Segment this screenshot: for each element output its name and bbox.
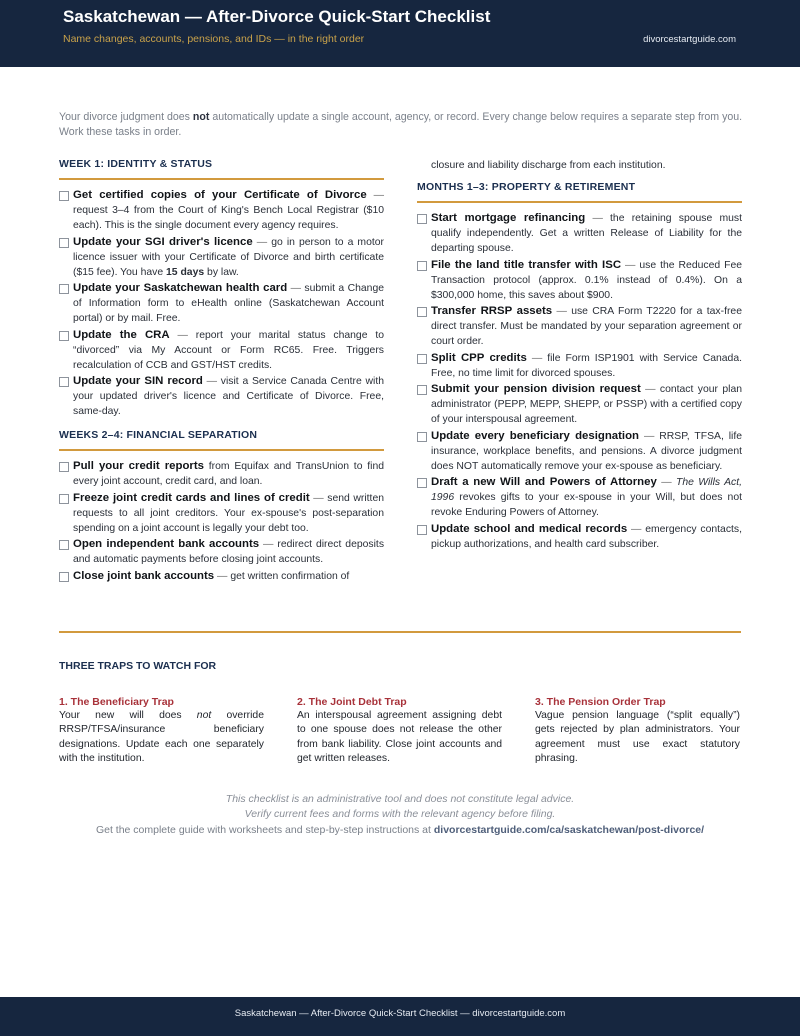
checklist-item: Freeze joint credit cards and lines of credit — send written requests to all joint creditors. Your ex-spouse's post-separation spending on a joint account is legally your debt too. xyxy=(59,491,384,536)
item-title: Freeze joint credit cards and lines of credit xyxy=(73,491,310,504)
intro-text-before: Your divorce judgment does xyxy=(59,111,193,123)
guide-line xyxy=(0,824,800,836)
intro-text-after: automatically update a single account, agency, or record. Every change below requires a separate step from you. Work these tasks in order. xyxy=(59,111,743,138)
checklist-item: File the land title transfer with ISC — use the Reduced Fee Transaction protocol (approx. 0.1% instead of 0.4%). On a $300,000 home, this saves about $900. xyxy=(417,258,742,303)
item-text: from Equifax and TransUnion to find every joint account, credit card, and loan. xyxy=(73,461,384,487)
trap-card xyxy=(297,695,502,767)
checkbox[interactable] xyxy=(59,377,69,387)
item-title: Submit your pension division request xyxy=(431,383,641,395)
checkbox[interactable] xyxy=(417,432,427,442)
checkbox[interactable] xyxy=(417,525,427,535)
item-text: file Form ISP1901 with Service Canada. Free, no time limit for divorced spouses. xyxy=(431,352,742,379)
checkbox[interactable] xyxy=(417,307,427,317)
item-continuation: closure and liability discharge from each institution. xyxy=(431,160,666,171)
checklist-item xyxy=(59,459,384,489)
section-heading-months: MONTHS 1–3: PROPERTY & RETIREMENT xyxy=(417,181,742,203)
checklist-item: Start mortgage refinancing — the retaining spouse must qualify independently. Get a written Release of Liability for the departing spouse. xyxy=(417,211,742,256)
checklist-item: Update the CRA — report your marital status change to “divorced” via My Account or Form RC65. Free. Triggers recalculation of CCB and GST/HST credits. xyxy=(59,328,384,373)
disclaimer xyxy=(0,792,800,822)
checklist-item: Submit your pension division request — contact your plan administrator (PEPP, MEPP, SHEPP, or PSSP) with a certified copy of your interspousal agreement. xyxy=(417,382,742,427)
item-title: Close joint bank accounts xyxy=(73,569,215,582)
item-title: Update your SIN record xyxy=(73,375,203,387)
intro-bold: not xyxy=(192,111,210,123)
checklist-item: Update your SIN record — visit a Service Canada Centre with your updated driver's licence and Certificate of Divorce. Free, same-day. xyxy=(59,374,384,419)
disclaimer-line: Verify current fees and forms with the relevant agency before filing. xyxy=(244,808,556,820)
page-title: Saskatchewan — After-Divorce Quick-Start Checklist xyxy=(63,7,491,26)
guide-link[interactable]: divorcestartguide.com/ca/saskatchewan/post-divorce/ xyxy=(433,824,705,836)
item-text: use the Reduced Fee Transaction protocol (approx. 0.1% instead of 0.4%). On a $300,000 home, this saves about $900. xyxy=(431,259,743,301)
item-text: report your marital status change to “divorced” via My Account or Form RC65. Free. Triggers recalculation of CCB and GST/HST credits. xyxy=(73,329,384,371)
checklist-item: Update every beneficiary designation — RRSP, TFSA, life insurance, workplace benefits, and pensions. A divorce judgment does NOT automatically remove your ex-spouse as beneficiary. xyxy=(417,429,742,474)
item-text: RRSP, TFSA, life insurance, workplace benefits, and pensions. A divorce judgment does NOT automatically remove your ex-spouse as beneficiary. xyxy=(431,430,743,472)
item-text: the retaining spouse must qualify independently. Get a written Release of Liability for the departing spouse. xyxy=(431,213,742,254)
trap-title: 2. The Joint Debt Trap xyxy=(297,696,407,708)
item-text: submit a Change of Information form to eHealth online (Saskatchewan Account portal) or by mail. Free. xyxy=(73,283,385,324)
left-column xyxy=(59,158,384,585)
checkbox[interactable] xyxy=(59,462,69,472)
item-title: Draft a new Will and Powers of Attorney xyxy=(431,476,657,488)
item-text-end: by law. xyxy=(204,266,239,278)
checklist-item: Update your Saskatchewan health card — submit a Change of Information form to eHealth online (Saskatchewan Account portal) or by mail. Free. xyxy=(59,281,384,326)
header-banner xyxy=(0,0,800,67)
checkbox[interactable] xyxy=(59,331,69,341)
item-title: Get certified copies of your Certificate of Divorce xyxy=(73,189,367,201)
traps-heading: THREE TRAPS TO WATCH FOR xyxy=(59,660,217,672)
item-title: Transfer RRSP assets xyxy=(431,305,553,317)
item-title: File the land title transfer with ISC xyxy=(431,258,622,271)
section-heading-week1: WEEK 1: IDENTITY & STATUS xyxy=(59,158,384,180)
item-title: Start mortgage refinancing xyxy=(431,212,586,224)
checkbox[interactable] xyxy=(59,572,69,582)
item-title: Open independent bank accounts xyxy=(73,538,260,550)
trap-title: 3. The Pension Order Trap xyxy=(535,696,666,708)
checklist-item: Draft a new Will and Powers of Attorney — The Wills Act, 1996 revokes gifts to your ex-spouse in your Will, but does not revoke Enduring Powers of Attorney. xyxy=(417,475,742,520)
trap-body: An interspousal agreement assigning debt to one spouse does not release the other from bank liability. Close joint accounts and get written releases. xyxy=(297,710,502,765)
item-title: Split CPP credits xyxy=(431,351,527,364)
item-title: Pull your credit reports xyxy=(73,460,204,472)
trap-card xyxy=(59,695,264,767)
trap-body: Vague pension language (“split equally”) gets rejected by plan administrators. Your agreement must use exact statutory phrasing. xyxy=(535,710,740,765)
item-text: redirect direct deposits and automatic payments before closing joint accounts. xyxy=(73,539,385,565)
trap-card xyxy=(535,695,740,767)
checkbox[interactable] xyxy=(59,238,69,248)
checkbox[interactable] xyxy=(417,214,427,224)
item-text: go in person to a motor licence issuer with your Certificate of Divorce and birth certificate ($15 fee). You have xyxy=(73,236,384,278)
item-text: contact your plan administrator (PEPP, MEPP, SHEPP, or PSSP) with a certified copy of your interspousal agreement. xyxy=(431,384,742,425)
item-text: visit a Service Canada Centre with your updated driver's licence and Certificate of Divorce. Free, same-day. xyxy=(73,376,384,417)
checklist-item: Get certified copies of your Certificate of Divorce — request 3–4 from the Court of King's Bench Local Registrar ($10 each). This is the single document every agency requires. xyxy=(59,188,384,233)
intro-paragraph xyxy=(59,110,743,140)
page-subtitle: Name changes, accounts, pensions, and IDs — in the right order xyxy=(63,33,365,45)
checkbox[interactable] xyxy=(59,494,69,504)
checkbox[interactable] xyxy=(417,354,427,364)
item-text: request 3–4 from the Court of King's Bench Local Registrar ($10 each). This is the single document every agency requires. xyxy=(73,205,384,231)
site-name: divorcestartguide.com xyxy=(643,34,736,45)
checklist-item: Split CPP credits — file Form ISP1901 with Service Canada. Free, no time limit for divorced spouses. xyxy=(417,351,742,381)
item-title: Update school and medical records xyxy=(431,522,628,535)
guide-text: Get the complete guide with worksheets and step-by-step instructions at xyxy=(95,824,434,836)
footer-text: Saskatchewan — After-Divorce Quick-Start Checklist — divorcestartguide.com xyxy=(234,1008,566,1019)
checklist-item: Close joint bank accounts — get written confirmation of xyxy=(59,569,384,584)
section-heading-weeks2: WEEKS 2–4: FINANCIAL SEPARATION xyxy=(59,429,384,451)
checkbox[interactable] xyxy=(417,478,427,488)
checklist-item: Update school and medical records — emergency contacts, pickup authorizations, and health card subscriber. xyxy=(417,522,742,552)
statute-name: The Wills Act, 1996 xyxy=(431,477,742,503)
disclaimer-line: This checklist is an administrative tool and does not constitute legal advice. xyxy=(225,793,575,805)
item-text: emergency contacts, pickup authorizations, and health card subscriber. xyxy=(431,523,743,550)
item-text: use CRA Form T2220 for a tax-free direct transfer. Must be mandated by your separation agreement or court order. xyxy=(431,306,742,347)
item-title: Update your Saskatchewan health card xyxy=(73,282,288,294)
checklist-item: Open independent bank accounts — redirect direct deposits and automatic payments before closing joint accounts. xyxy=(59,537,384,567)
checkbox[interactable] xyxy=(59,540,69,550)
item-text: send written requests to all joint creditors. Your ex-spouse's post-separation spending on a joint account is legally your debt too. xyxy=(73,492,384,534)
item-text: revokes gifts to your ex-spouse in your Will, but does not revoke Enduring Powers of Attorney. xyxy=(431,492,742,518)
item-title: Update your SGI driver's licence xyxy=(73,235,253,248)
checklist-item: Update your SGI driver's licence — go in person to a motor licence issuer with your Certificate of Divorce and birth certificate ($15 fee). You have 15 days by law. xyxy=(59,235,384,280)
trap-body: Your new will does not override RRSP/TFSA/insurance beneficiary designations. Update each one separately with the institution. xyxy=(59,710,264,765)
item-title: Update every beneficiary designation xyxy=(431,429,640,442)
item-text: get written confirmation of xyxy=(230,570,350,582)
right-column xyxy=(417,158,742,553)
trap-title: 1. The Beneficiary Trap xyxy=(59,696,174,708)
checkbox[interactable] xyxy=(417,385,427,395)
item-bold: 15 days xyxy=(166,266,205,278)
checklist-item: Transfer RRSP assets — use CRA Form T2220 for a tax-free direct transfer. Must be mandated by your separation agreement or court order. xyxy=(417,304,742,349)
section-divider xyxy=(59,631,741,633)
item-title: Update the CRA xyxy=(73,328,170,341)
checkbox[interactable] xyxy=(417,261,427,271)
checkbox[interactable] xyxy=(59,191,69,201)
checkbox[interactable] xyxy=(59,284,69,294)
footer-banner xyxy=(0,997,800,1036)
